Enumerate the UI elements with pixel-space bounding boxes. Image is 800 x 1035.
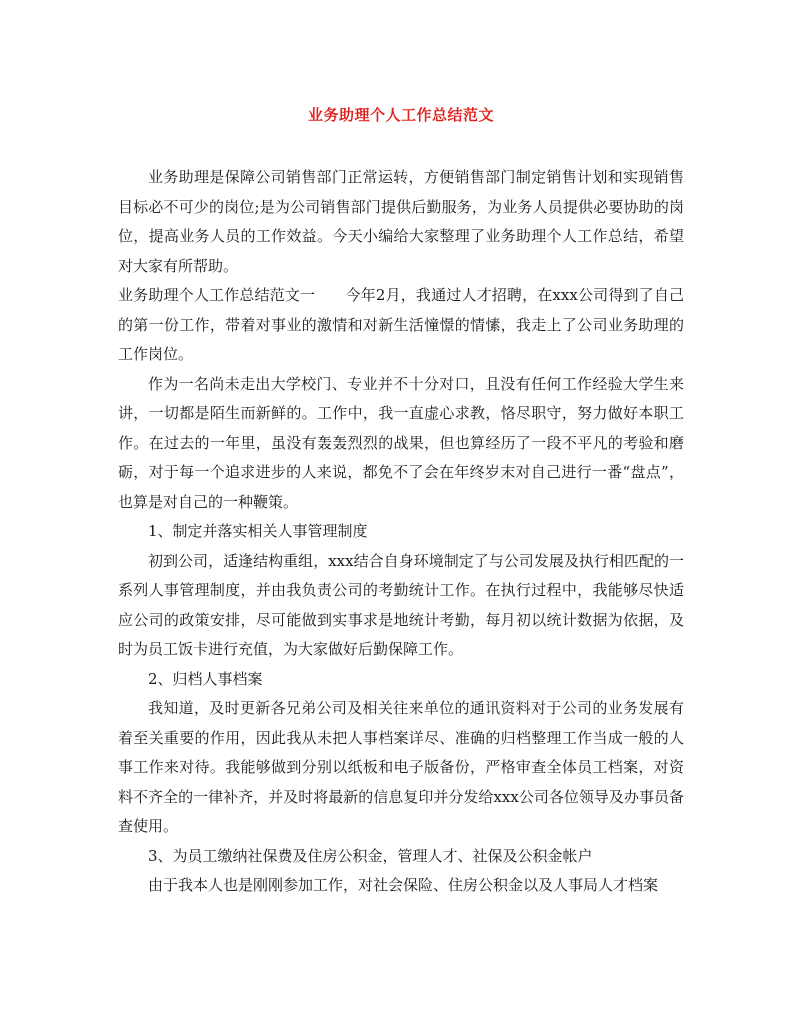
section-heading-3: 3、为员工缴纳社保费及住房公积金，管理人才、社保及公积金帐户 — [148, 846, 593, 865]
sample-one-paragraph: 业务助理个人工作总结范文一 今年2月，我通过人才招聘，在xxx公司得到了自己的第一份工作，带着对事业的激情和对新生活憧憬的情愫，我走上了公司业务助理的工作岗位。 — [118, 286, 684, 363]
document-body — [118, 163, 684, 901]
section-2-paragraph: 我知道，及时更新各兄弟公司及相关往来单位的通讯资料对于公司的业务发展有着至关重要的作用，因此我从未把人事档案详尽、准确的归档整理工作当成一般的人事工作来对待。我能够做到分别以纸板和电子版备份，严格审查全体员工档案，对资料不齐全的一律补齐，并及时将最新的信息复印并分发给xxx公司各位领导及办事员备查使用。 — [118, 699, 684, 835]
section-heading-2: 2、归档人事档案 — [148, 669, 263, 688]
experience-paragraph: 作为一名尚未走出大学校门、专业并不十分对口，且没有任何工作经验大学生来讲，一切都是陌生而新鲜的。工作中，我一直虚心求教，恪尽职守，努力做好本职工作。在过去的一年里，虽没有轰轰烈烈的战果，但也算经历了一段不平凡的考验和磨砺，对于每一个追求进步的人来说，都免不了会在年终岁末对自己进行一番“盘点”，也算是对自己的一种鞭策。 — [118, 374, 684, 511]
intro-paragraph: 业务助理是保障公司销售部门正常运转，方便销售部门制定销售计划和实现销售目标必不可少的岗位;是为公司销售部门提供后勤服务，为业务人员提供必要协助的岗位，提高业务人员的工作效益。今天小编给大家整理了业务助理个人工作总结，希望对大家有所帮助。 — [118, 168, 684, 275]
document-title: 业务助理个人工作总结范文 — [307, 106, 494, 124]
section-3-paragraph: 由于我本人也是刚刚参加工作，对社会保险、住房公积金以及人事局人才档案 — [148, 876, 659, 894]
section-heading-1: 1、制定并落实相关人事管理制度 — [148, 522, 368, 540]
section-1-paragraph: 初到公司，适逢结构重组，xxx结合自身环境制定了与公司发展及执行相匹配的一系列人事管理制度，并由我负责公司的考勤统计工作。在执行过程中，我能够尽快适应公司的政策安排，尽可能做到实事求是地统计考勤，每月初以统计数据为依据，及时为员工饭卡进行充值，为大家做好后勤保障工作。 — [118, 551, 684, 658]
